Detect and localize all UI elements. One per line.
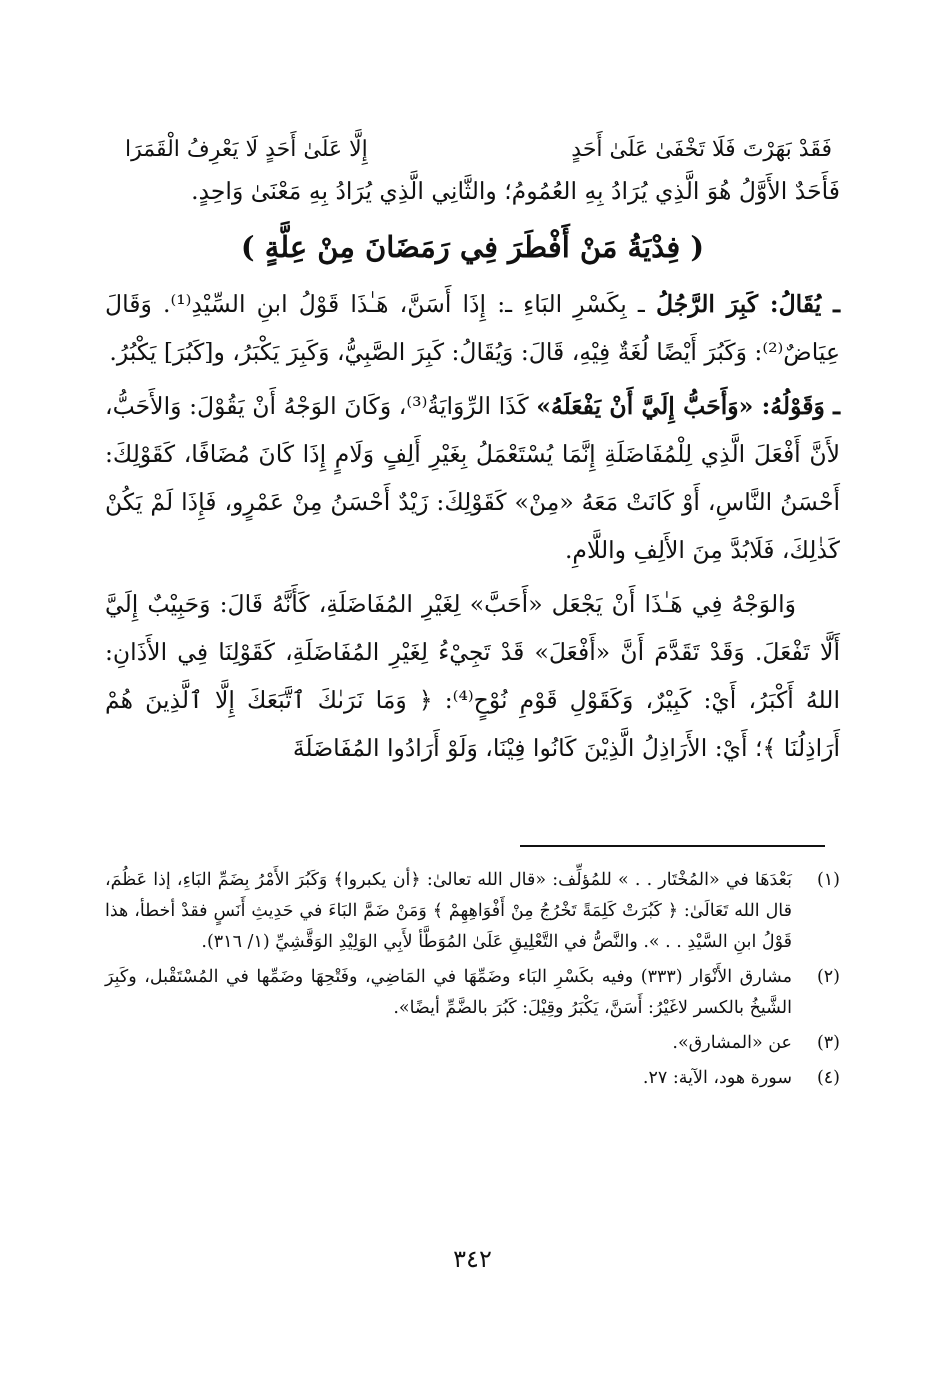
verse-first-hemistich: فَقَدْ بَهَرْتَ فَلَا تَخْفَىٰ عَلَىٰ أَحَدٍ [571,137,832,162]
footnotes [105,865,840,1098]
paragraph-kabira [105,280,840,376]
footnote [105,1063,840,1094]
section-heading: ( فِدْيَةُ مَنْ أَفْطَرَ فِي رَمَضَانَ مِنْ عِلَّةٍ ) [240,230,705,264]
poetry-verse [105,130,840,170]
footnote-separator [520,845,825,847]
footnote-text: مشارق الأَنْوَار (٣٣٣) وفيه بكَسْرِ البَاء وضَمِّهَا في المَاضِي، وفَتْحِهَا وضَمِّها في المُسْتَقْبل، وكَبِرَ الشَّيخُ بالكسر لاغَيْرُ: أَسَنَّ، يَكْبَرُ وقِيْلَ: كَبُرَ بالضَّمِّ أيضًا». [105,967,792,1018]
footnote-number: (١) [816,870,840,890]
footnote-text: بَعْدَهَا في «المُخْتَار . . » للمُؤلِّف: «قال الله تعالىٰ: ﴿أن يكبروا﴾ وَكَبُرَ الأَمْرُ بِضَمِّ البَاءِ، إذا عَظُمَ، قال الله تَعَالَىٰ: ﴿ كَبُرَتْ كَلِمَةً تَخْرُجُ مِنْ أَفْوَاهِهِمْ ﴾ وَمَنْ ضَمَّ البَاءَ في حَدِيثِ أَنَسٍ فقدْ أخطأ، هذا قَوْلُ ابنِ السَّيْدِ . . ». والنَّصُّ في التَّعْلِيقِ عَلَىٰ المُوَطَّأ لأَبِي الوَلِيْدِ الوَقَّشِيِّ (١/ ٣١٦). [105,870,792,952]
paragraph-text: كَذَا الرِّوَايَةُ⁽³⁾، وَكَانَ الوَجْهُ أَنْ يَقُوْلَ: وَالأَحَبُّ، لأَنَّ أَفْعَلَ الَّذِي لِلْمُفَاضَلَةِ إِنَّمَا يُسْتَعْمَلُ بِغَيْرِ أَلِفٍ وَلَامٍ إِذَا كَانَ مُضَافًا، كَقَوْلِكَ: أَحْسَنُ النَّاسِ، أَوْ كَانَتْ مَعَهُ «مِنْ» كَقَوْلِكَ: زَيْدٌ أَحْسَنُ مِنْ عَمْرٍو، فَإِذَا لَمْ يَكُنْ كَذٰلِكَ، فَلَابُدَّ مِنَ الأَلِفِ واللَّامِ. [105,392,840,564]
footnote [105,962,840,1024]
page-body [105,130,840,772]
paragraph-ahabb [105,382,840,574]
footnote [105,1028,840,1059]
footnote-number: (٢) [816,967,840,987]
paragraph-wajh: وَالوَجْهُ فِي هَـٰذَا أَنْ يَجْعَل «أَحَبَّ» لِغَيْرِ المُفَاضَلَةِ، كَأَنَّهُ قَالَ: وَحَبِيْبٌ إِلَيَّ أَلَّا تَفْعَلَ. وَقَدْ تَقَدَّمَ أَنَّ «أَفْعَلَ» قَدْ تَجِيْءُ لِغَيْرِ المُفَاضَلَةِ، كَقَوْلِنَا فِي الأَذَانِ: اللهُ أَكْبَرُ، أَيْ: كَبِيْرٌ، وَكَقَوْلِ قَوْمِ نُوْحٍ⁽⁴⁾: ﴿ وَمَا نَرَىٰكَ ٱتَّبَعَكَ إِلَّا ٱلَّذِينَ هُمْ أَرَاذِلُنَا ﴾؛ أَيْ: الأَرَاذِلُ الَّذِيْنَ كَانُوا فِيْنَا، وَلَوْ أَرَادُوا المُفَاضَلَةَ [105,590,840,762]
intro-paragraph: فَأَحَدٌ الأَوَّلُ هُوَ الَّذِي يُرَادُ بِهِ العُمُومُ؛ والثَّانِي الَّذِي يُرَادُ بِهِ مَعْنَىٰ وَاحِدٍ. [191,177,840,205]
page-number: ٣٤٢ [453,1245,492,1273]
footnote-number: (٣) [816,1033,840,1053]
footnote-number: (٤) [816,1068,840,1088]
paragraph-lead: ـ وَقَوْلُهُ: «وَأَحَبُّ إِلَيَّ أَنْ يَفْعَلَهُ» [536,392,840,420]
verse-second-hemistich: إِلَّا عَلَىٰ أَحَدٍ لَا يَعْرِفُ الْقَمَرَا [125,137,368,162]
footnote-text: عن «المشارق». [672,1033,792,1053]
paragraph-text: ـ بِكَسْرِ البَاءِ ـ: إِذَا أَسَنَّ، هَـٰذَا قَوْلُ ابنِ السِّيْدِ⁽¹⁾. وَقَالَ عِيَاضٌ⁽²⁾: وَكَبُرَ أَيْضًا لُغَةٌ فِيْهِ، قَالَ: وَيُقَالُ: كَبِرَ الصَّبِيُّ، وَكَبِرَ يَكْبَرُ، و[كَبُرَ] يَكْبُرُ. [105,290,840,366]
footnote-text: سورة هود، الآية: ٢٧. [642,1068,792,1088]
paragraph-lead: ـ يُقَالُ: كَبِرَ الرَّجُلُ [655,290,840,318]
footnote [105,865,840,958]
